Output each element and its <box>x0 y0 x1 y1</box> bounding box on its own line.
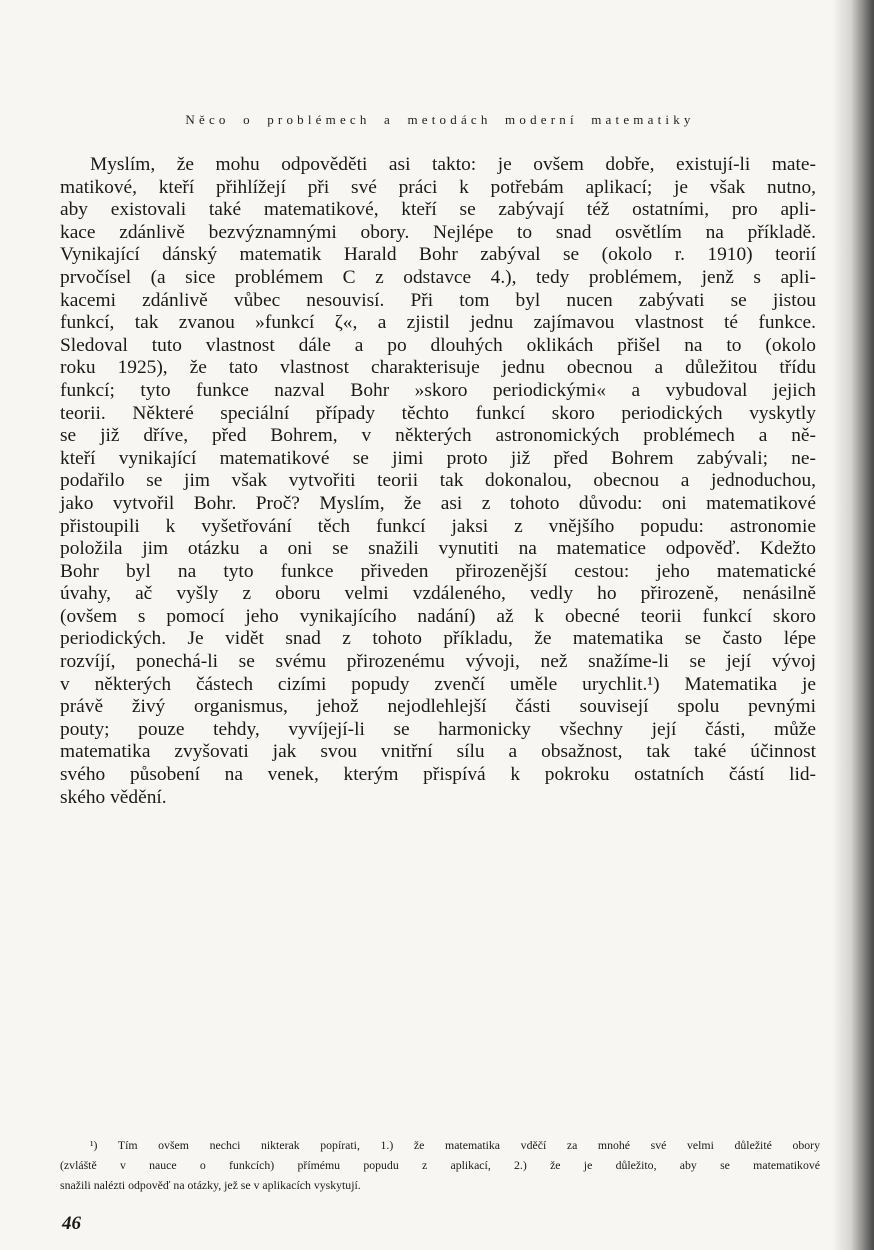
body-line: kteří vynikající matematikové se jimi proto již před Bohrem zabývali; ne- <box>60 447 816 469</box>
body-line: jako vytvořil Bohr. Proč? Myslím, že asi z tohoto důvodu: oni matematikové <box>60 492 816 514</box>
footnote <box>60 1135 820 1195</box>
running-header: Něco o problémech a metodách moderní matematiky <box>185 112 695 127</box>
body-line: kacemi zdánlivě vůbec nesouvisí. Při tom byl nucen zabývati se jistou <box>60 289 816 311</box>
body-line: úvahy, ač vyšly z oboru velmi vzdáleného, vedly ho přirozeně, nenásilně <box>60 583 816 605</box>
body-line: kace zdánlivě bezvýznamnými obory. Nejlépe to snad osvětlím na příkladě. <box>60 221 816 243</box>
body-line: přistoupili k vyšetřování těch funkcí jaksi z vnějšího popudu: astronomie <box>60 515 816 537</box>
body-line: teorii. Některé speciální případy těchto funkcí skoro periodických vyskytly <box>60 402 816 424</box>
footnote-line: snažili nalézti odpověď na otázky, jež se v aplikacích vyskytují. <box>60 1178 361 1192</box>
body-paragraph <box>60 154 816 809</box>
body-line: v některých částech cizími popudy zvenčí uměle urychlit.¹) Matematika je <box>60 673 816 695</box>
body-line: funkcí; tyto funkce nazval Bohr »skoro periodickými« a vybudoval jejich <box>60 379 816 401</box>
body-line: Vynikající dánský matematik Harald Bohr zabýval se (okolo r. 1910) teorií <box>60 244 816 266</box>
body-line: pouty; pouze tehdy, vyvíjejí-li se harmonicky všechny její části, může <box>60 718 816 740</box>
body-line: aby existovali také matematikové, kteří se zabývají též ostatními, pro apli- <box>60 199 816 221</box>
body-line: svého působení na venek, kterým přispívá k pokroku ostatních částí lid- <box>60 764 816 786</box>
body-line: funkcí, tak zvanou »funkcí ζ«, a zjistil jednu zajímavou vlastnost té funkce. <box>60 312 816 334</box>
body-line: podařilo se jim však vytvořiti teorii tak dokonalou, obecnou a jednoduchou, <box>60 470 816 492</box>
body-line: rozvíjí, ponechá-li se svému přirozenému vývoji, než snažíme-li se její vývoj <box>60 651 816 673</box>
body-line: prvočísel (a sice problémem C z odstavce 4.), tedy problémem, jenž s apli- <box>60 266 816 288</box>
footnote-line: (zvláště v nauce o funkcích) přímému popudu z aplikací, 2.) že je důležito, aby se matematikové <box>60 1158 820 1172</box>
body-line: matikové, kteří přihlížejí při své práci k potřebám aplikací; je však nutno, <box>60 176 816 198</box>
body-line: periodických. Je vidět snad z tohoto příkladu, že matematika se často lépe <box>60 628 816 650</box>
binding-shadow <box>832 0 874 1250</box>
page-number: 46 <box>62 1213 81 1234</box>
body-line: Bohr byl na tyto funkce přiveden přirozenější cestou: jeho matematické <box>60 560 816 582</box>
body-line: matematika zvyšovati jak svou vnitřní sílu a obsažnost, tak také účinnost <box>60 741 816 763</box>
body-line: Sledoval tuto vlastnost dále a po dlouhých oklikách přišel na to (okolo <box>60 334 816 356</box>
body-line: ského vědění. <box>60 786 167 808</box>
body-line: roku 1925), že tato vlastnost charakterisuje jednu obecnou a důležitou třídu <box>60 357 816 379</box>
body-line: (ovšem s pomocí jeho vynikajícího nadání) až k obecné teorii funkcí skoro <box>60 605 816 627</box>
body-line: právě živý organismus, jehož nejodlehlejší části souvisejí spolu pevnými <box>60 696 816 718</box>
body-line: položila jim otázku a oni se snažili vynutiti na matematice odpověď. Kdežto <box>60 538 816 560</box>
body-line: Myslím, že mohu odpověděti asi takto: je ovšem dobře, existují-li mate- <box>90 154 816 175</box>
footnote-line: ¹) Tím ovšem nechci nikterak popírati, 1.) že matematika vděčí za mnohé své velmi důležité obory <box>90 1138 820 1152</box>
body-line: se již dříve, před Bohrem, v některých astronomických problémech a ně- <box>60 425 816 447</box>
